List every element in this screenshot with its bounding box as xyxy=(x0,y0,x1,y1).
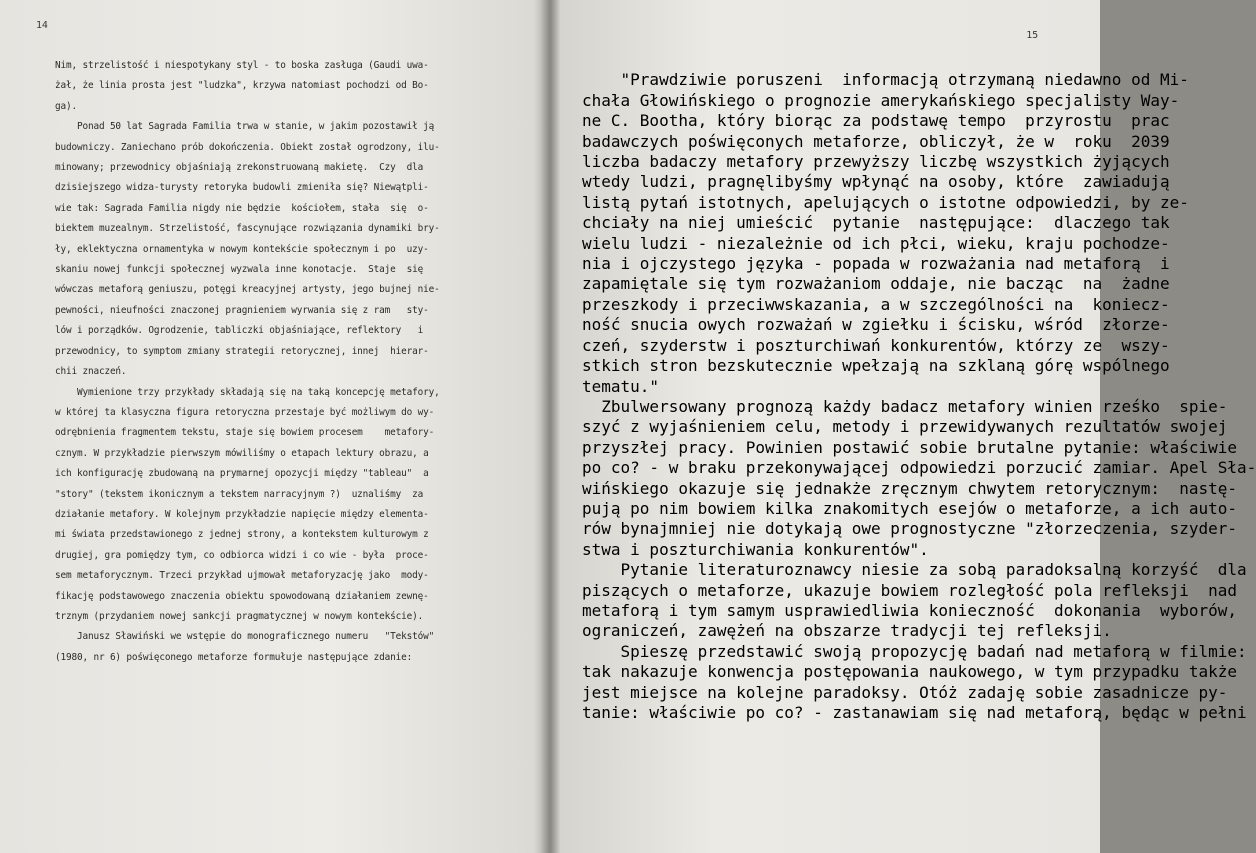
right-text-line: Pytanie literaturoznawcy niesie za sobą paradoksalną korzyść dla xyxy=(582,560,1247,580)
left-text-line: budowniczy. Zaniechano prób dokończenia. Obiekt został ogrodzony, ilu- xyxy=(55,141,440,153)
left-text-line: drugiej, gra pomiędzy tym, co odbiorca widzi i co wie - była proce- xyxy=(55,549,429,561)
left-text-line: "story" (tekstem ikonicznym a tekstem narracyjnym ?) uznaliśmy za xyxy=(55,488,424,500)
right-text-line: nia i ojczystego języka - popada w rozważania nad metaforą i xyxy=(582,254,1170,274)
right-text-line: pują po nim bowiem kilka znakomitych esejów o metaforze, a ich auto- xyxy=(582,498,1238,518)
left-text-line: ich konfigurację zbudowaną na prymarnej opozycji między "tableau" a xyxy=(55,468,429,480)
right-text-line: jest miejsce na kolejne paradoksy. Otóż zadaję sobie zasadnicze py- xyxy=(582,682,1228,702)
left-text-line: Wymienione trzy przykłady składają się na taką koncepcję metafory, xyxy=(55,386,440,398)
right-text-line: badawczych poświęconych metaforze, obliczył, że w roku 2039 xyxy=(582,131,1170,151)
right-text-line: piszących o metaforze, ukazuje bowiem rozległość pola refleksji nad xyxy=(582,580,1238,600)
left-text-line: cznym. W przykładzie pierwszym mówiliśmy o etapach lektury obrazu, a xyxy=(55,447,429,459)
right-text-line: stkich stron bezskutecznie wpełzają na szklaną górę wspólnego xyxy=(582,356,1170,376)
right-text-line: chciały na niej umieścić pytanie następujące: dlaczego tak xyxy=(582,213,1170,233)
left-text-line: Ponad 50 lat Sagrada Familia trwa w stanie, w jakim pozostawił ją xyxy=(55,121,435,133)
right-text-line: chała Głowińskiego o prognozie amerykańskiego specjalisty Way- xyxy=(582,90,1180,110)
right-text-line: liczba badaczy metafory przewyższy liczbę wszystkich żyjących xyxy=(582,152,1170,172)
right-text-line: po co? - w braku przekonywającej odpowiedzi porzucić zamiar. Apel Sła- xyxy=(582,458,1256,478)
left-text-line: sem metaforycznym. Trzeci przykład ujmował metaforyzację jako mody- xyxy=(55,570,429,582)
left-text-line: ga). xyxy=(55,100,77,112)
right-text-line: przeszkody i przeciwwskazania, a w szczególności na koniecz- xyxy=(582,294,1170,314)
right-text-line: Zbulwersowany prognozą każdy badacz metafory winien rześko spie- xyxy=(582,396,1228,416)
right-text-line: metaforą i tym samym usprawiedliwia konieczność dokonania wyborów, xyxy=(582,600,1238,620)
left-text-line: przewodnicy, to symptom zmiany strategii retorycznej, innej hierar- xyxy=(55,345,429,357)
right-text-line: stwa i poszturchiwania konkurentów". xyxy=(582,539,929,559)
left-text-line: trznym (przydaniem nowej sankcji pragmatycznej w nowym kontekście). xyxy=(55,610,424,622)
left-text-line: mi świata przedstawionego z jednej strony, a kontekstem kulturowym z xyxy=(55,529,429,541)
right-text-line: tematu." xyxy=(582,376,660,396)
right-text-line: Spieszę przedstawić swoją propozycję badań nad metaforą w filmie: xyxy=(582,641,1247,661)
left-text-line: wówczas metaforą geniuszu, potęgi kreacyjnej artysty, jego bujnej nie- xyxy=(55,284,440,296)
left-page xyxy=(0,0,550,853)
right-text-line: szyć z wyjaśnieniem celu, metody i przewidywanych rezultatów swojej xyxy=(582,417,1228,437)
right-text-line: przyszłej pracy. Powinien postawić sobie brutalne pytanie: właściwie xyxy=(582,437,1238,457)
left-text-line: dzisiejszego widza-turysty retoryka budowli zmieniła się? Niewątpli- xyxy=(55,182,429,194)
left-text-line: Nim, strzelistość i niespotykany styl - to boska zasługa (Gaudi uwa- xyxy=(55,60,429,71)
left-text-line: biektem muzealnym. Strzelistość, fascynujące rozwiązania dynamiki bry- xyxy=(55,223,440,235)
right-text-line: listą pytań istotnych, apelujących o istotne odpowiedzi, by ze- xyxy=(582,192,1189,212)
left-text-line: działanie metafory. W kolejnym przykładzie napięcie między elementa- xyxy=(55,508,429,520)
right-page-body-text xyxy=(582,50,1256,723)
left-text-line: (1980, nr 6) poświęconego metaforze formułuje następujące zdanie: xyxy=(55,651,413,663)
left-page-body-text xyxy=(55,56,440,668)
right-text-line: ograniczeń, zawężeń na obszarze tradycji tej refleksji. xyxy=(582,621,1112,641)
left-text-line: odrębnienia fragmentem tekstu, staje się bowiem procesem metafory- xyxy=(55,427,435,439)
right-text-line: czeń, szyderstw i poszturchiwań konkurentów, którzy ze wszy- xyxy=(582,335,1170,355)
right-text-line: zapamiętale się tym rozważaniom oddaje, nie bacząc na żadne xyxy=(582,274,1170,294)
right-text-line: ne C. Bootha, który biorąc za podstawę tempo przyrostu prac xyxy=(582,111,1170,131)
left-text-line: chii znaczeń. xyxy=(55,366,127,378)
left-text-line: lów i porządków. Ogrodzenie, tabliczki objaśniające, reflektory i xyxy=(55,325,424,337)
right-text-line: wielu ludzi - niezależnie od ich płci, wieku, kraju pochodze- xyxy=(582,233,1170,253)
page-number-left: 14 xyxy=(36,20,48,31)
right-text-line: wtedy ludzi, pragnęlibyśmy wpłynąć na osoby, które zawiadują xyxy=(582,172,1170,192)
page-number-right: 15 xyxy=(1026,30,1038,41)
right-text-line: tak nakazuje konwencja postępowania naukowego, w tym przypadku także xyxy=(582,662,1238,682)
left-text-line: wie tak: Sagrada Familia nigdy nie będzie kościołem, stała się o- xyxy=(55,202,429,214)
right-text-line: wińskiego okazuje się jednakże zręcznym chwytem retorycznym: nastę- xyxy=(582,478,1238,498)
left-text-line: skaniu nowej funkcji społecznej wyzwala inne konotacje. Staje się xyxy=(55,264,424,276)
right-text-line xyxy=(582,50,1256,70)
right-text-line: "Prawdziwie poruszeni informacją otrzymaną niedawno od Mi- xyxy=(582,70,1189,90)
left-text-line: w której ta klasyczna figura retoryczna przestaje być możliwym do wy- xyxy=(55,406,435,418)
right-text-line: tanie: właściwie po co? - zastanawiam się nad metaforą, będąc w pełni xyxy=(582,703,1247,722)
left-text-line: minowany; przewodnicy objaśniają zrekonstruowaną makietę. Czy dla xyxy=(55,162,424,174)
left-text-line: Janusz Sławiński we wstępie do monograficznego numeru "Tekstów" xyxy=(55,631,435,643)
right-text-line: rów bynajmniej nie dotykają owe prognostyczne "złorzeczenia, szyder- xyxy=(582,519,1238,539)
right-text-line: ność snucia owych rozważań w zgiełku i ścisku, wśród złorze- xyxy=(582,315,1170,335)
left-text-line: pewności, nieufności znaczonej pragnieniem wyrwania się z ram sty- xyxy=(55,304,429,316)
left-text-line: fikację podstawowego znaczenia obiektu spowodowaną działaniem zewnę- xyxy=(55,590,429,602)
left-text-line: ły, eklektyczna ornamentyka w nowym kontekście społecznym i po uzy- xyxy=(55,243,429,255)
left-text-line: żał, że linia prosta jest "ludzka", krzywa natomiast pochodzi od Bo- xyxy=(55,80,429,92)
